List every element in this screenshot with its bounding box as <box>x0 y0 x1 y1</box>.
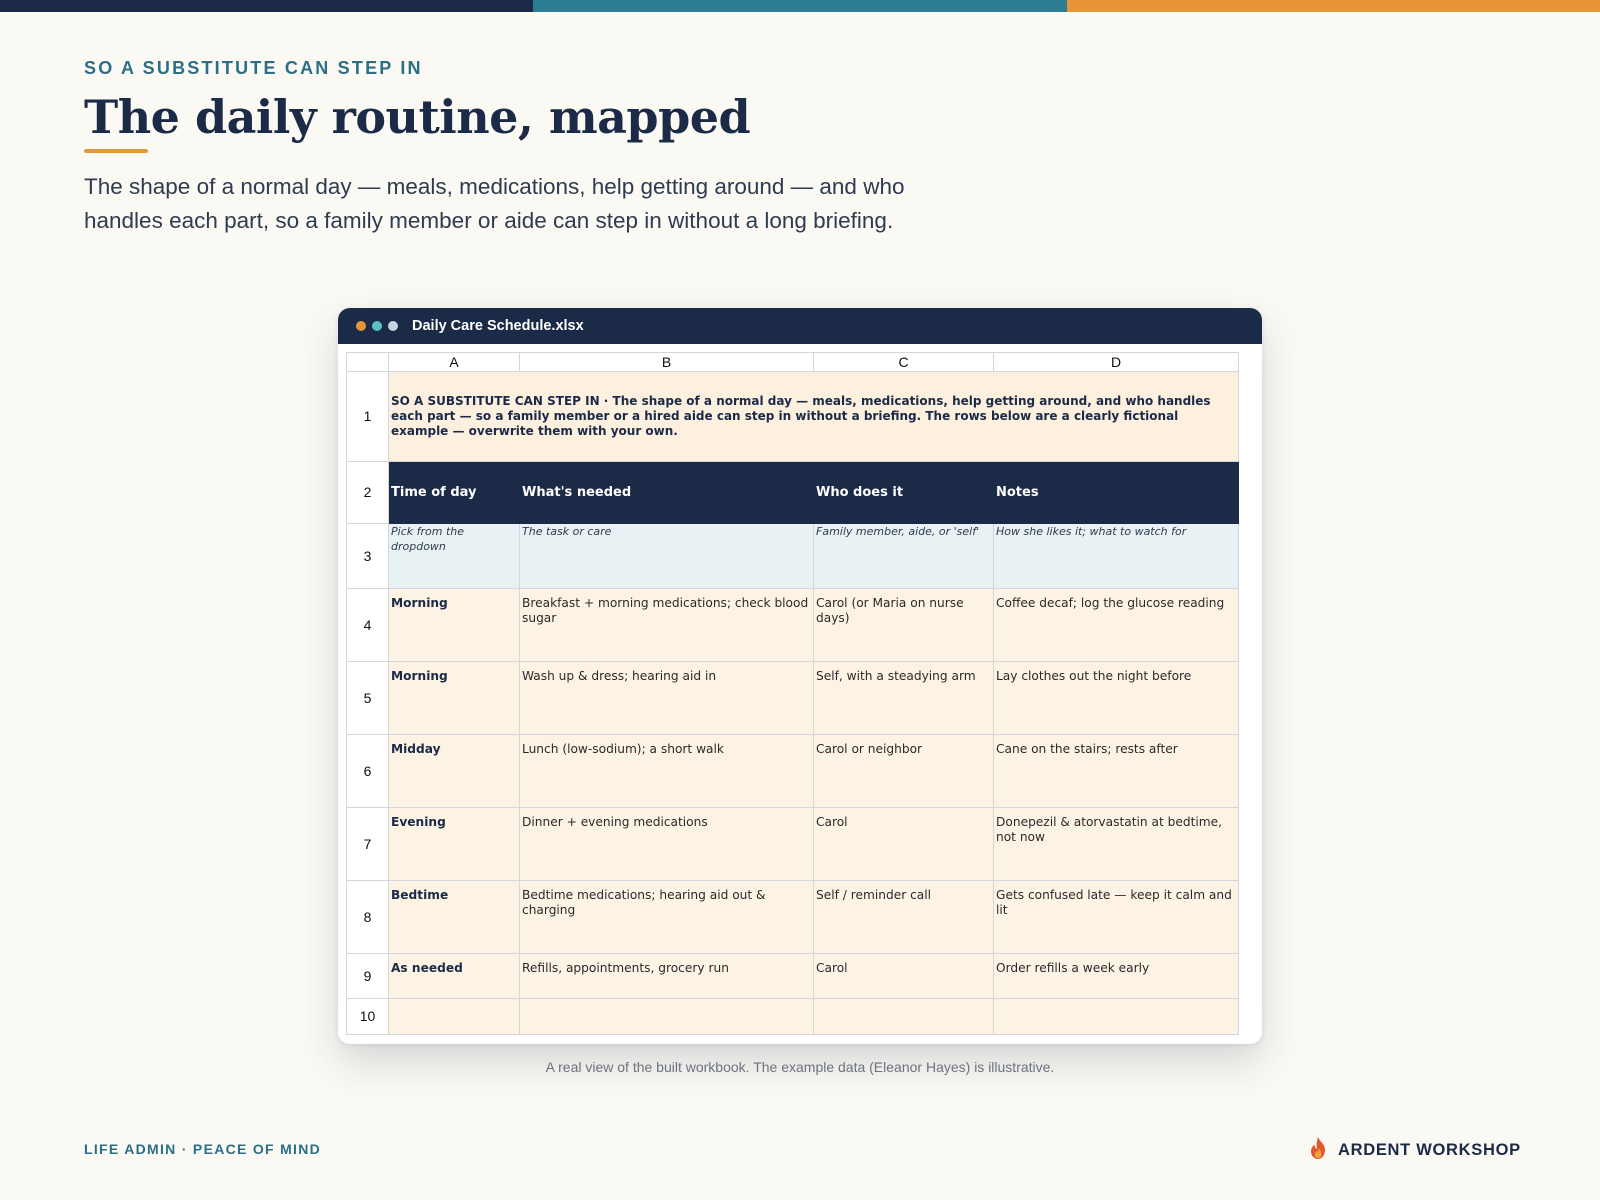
hint-cell[interactable]: How she likes it; what to watch for <box>994 524 1239 589</box>
cell-time-of-day[interactable]: Morning <box>389 662 520 735</box>
cell-who-does-it[interactable]: Carol (or Maria on nurse days) <box>814 589 994 662</box>
header-cell-time-of-day[interactable]: Time of day <box>389 462 520 524</box>
column-header-a[interactable]: A <box>389 353 520 372</box>
window-titlebar <box>338 308 1262 344</box>
row-number[interactable]: 4 <box>347 589 389 662</box>
header-row <box>347 462 1239 524</box>
column-header-d[interactable]: D <box>994 353 1239 372</box>
cell-who-does-it[interactable]: Carol <box>814 954 994 999</box>
footer-tagline: LIFE ADMIN · PEACE OF MIND <box>84 1141 322 1157</box>
cell-time-of-day[interactable]: As needed <box>389 954 520 999</box>
cell-notes[interactable]: Cane on the stairs; rests after <box>994 735 1239 808</box>
empty-cell[interactable] <box>520 999 814 1035</box>
eyebrow-label: SO A SUBSTITUTE CAN STEP IN <box>84 58 423 78</box>
cell-time-of-day[interactable]: Evening <box>389 808 520 881</box>
subtitle-line-1: The shape of a normal day — meals, medications, help getting around — and who <box>84 174 905 199</box>
cell-time-of-day[interactable]: Midday <box>389 735 520 808</box>
cell-time-of-day[interactable]: Bedtime <box>389 881 520 954</box>
table-row <box>347 662 1239 735</box>
subtitle-line-2: handles each part, so a family member or aide can step in without a long briefing. <box>84 208 894 233</box>
table-row <box>347 589 1239 662</box>
page-title: The daily routine, mapped <box>84 90 751 144</box>
top-color-bar <box>0 0 1600 12</box>
row-number[interactable]: 2 <box>347 462 389 524</box>
hint-cell[interactable]: The task or care <box>520 524 814 589</box>
row-number[interactable]: 7 <box>347 808 389 881</box>
spreadsheet-window <box>338 308 1262 1044</box>
table-row <box>347 954 1239 999</box>
header-cell-notes[interactable]: Notes <box>994 462 1239 524</box>
cell-time-of-day[interactable]: Morning <box>389 589 520 662</box>
cell-notes[interactable]: Order refills a week early <box>994 954 1239 999</box>
title-underline <box>84 149 148 153</box>
hint-cell[interactable]: Pick from the dropdown <box>389 524 520 589</box>
cell-whats-needed[interactable]: Lunch (low-sodium); a short walk <box>520 735 814 808</box>
cell-notes[interactable]: Gets confused late — keep it calm and lit <box>994 881 1239 954</box>
window-dot-gray-icon[interactable] <box>388 321 398 331</box>
cell-who-does-it[interactable]: Carol <box>814 808 994 881</box>
footer-brand <box>1308 1136 1521 1165</box>
table-row <box>347 808 1239 881</box>
cell-whats-needed[interactable]: Bedtime medications; hearing aid out & charging <box>520 881 814 954</box>
cell-who-does-it[interactable]: Self, with a steadying arm <box>814 662 994 735</box>
window-dot-teal-icon[interactable] <box>372 321 382 331</box>
column-header-row <box>347 353 1239 372</box>
flame-logo-icon <box>1308 1136 1328 1165</box>
cell-whats-needed[interactable]: Dinner + evening medications <box>520 808 814 881</box>
row-number[interactable]: 5 <box>347 662 389 735</box>
brand-name: ARDENT WORKSHOP <box>1338 1141 1521 1159</box>
cell-notes[interactable]: Lay clothes out the night before <box>994 662 1239 735</box>
cell-whats-needed[interactable]: Breakfast + morning medications; check blood sugar <box>520 589 814 662</box>
cell-whats-needed[interactable]: Wash up & dress; hearing aid in <box>520 662 814 735</box>
cell-notes[interactable]: Coffee decaf; log the glucose reading <box>994 589 1239 662</box>
row-number[interactable]: 9 <box>347 954 389 999</box>
table-row <box>347 999 1239 1035</box>
cell-who-does-it[interactable]: Carol or neighbor <box>814 735 994 808</box>
row-number[interactable]: 10 <box>347 999 389 1035</box>
cell-who-does-it[interactable]: Self / reminder call <box>814 881 994 954</box>
header-cell-whats-needed[interactable]: What's needed <box>520 462 814 524</box>
hint-row <box>347 524 1239 589</box>
top-bar-orange-segment <box>1067 0 1600 12</box>
header-cell-who-does-it[interactable]: Who does it <box>814 462 994 524</box>
cell-notes[interactable]: Donepezil & atorvastatin at bedtime, not now <box>994 808 1239 881</box>
window-title: Daily Care Schedule.xlsx <box>412 318 584 334</box>
empty-cell[interactable] <box>814 999 994 1035</box>
empty-cell[interactable] <box>389 999 520 1035</box>
top-bar-teal-segment <box>533 0 1066 12</box>
page-subtitle <box>84 170 1004 238</box>
window-dot-orange-icon[interactable] <box>356 321 366 331</box>
empty-cell[interactable] <box>994 999 1239 1035</box>
cell-whats-needed[interactable]: Refills, appointments, grocery run <box>520 954 814 999</box>
table-row <box>347 372 1239 462</box>
row-number[interactable]: 6 <box>347 735 389 808</box>
row-number[interactable]: 3 <box>347 524 389 589</box>
table-row <box>347 735 1239 808</box>
column-header-c[interactable]: C <box>814 353 994 372</box>
row-number[interactable]: 1 <box>347 372 389 462</box>
select-all-corner[interactable] <box>347 353 389 372</box>
screenshot-caption: A real view of the built workbook. The example data (Eleanor Hayes) is illustrative. <box>545 1059 1055 1075</box>
column-header-b[interactable]: B <box>520 353 814 372</box>
row-number[interactable]: 8 <box>347 881 389 954</box>
intro-cell[interactable]: SO A SUBSTITUTE CAN STEP IN · The shape of a normal day — meals, medications, help getting around, and who handles each part — so a family member or a hired aide can step in without a briefing. The rows below are a clearly fictional example — overwrite them with your own. <box>389 372 1239 462</box>
table-row <box>347 881 1239 954</box>
top-bar-navy-segment <box>0 0 533 12</box>
spreadsheet-grid <box>346 352 1239 1035</box>
hint-cell[interactable]: Family member, aide, or 'self' <box>814 524 994 589</box>
